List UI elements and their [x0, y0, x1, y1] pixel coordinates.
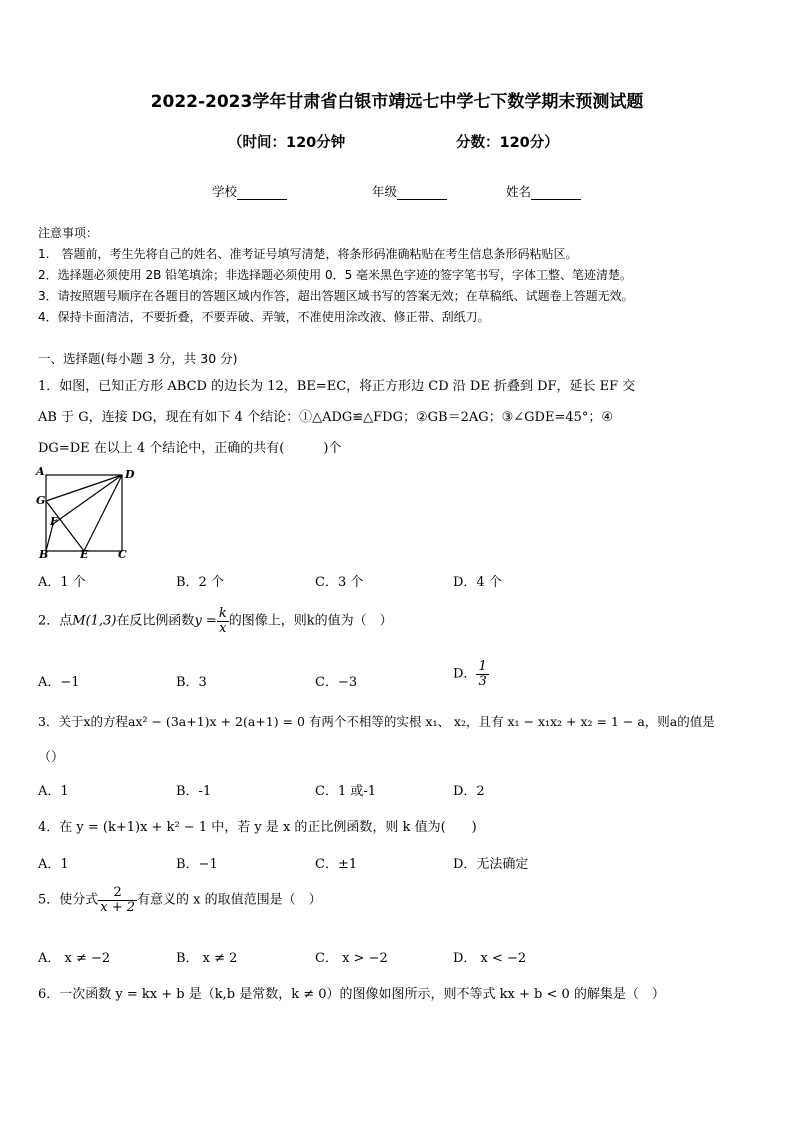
school-field: 学校: [212, 182, 287, 200]
fraction-2-over-x-plus-2: $\frac{2}{x + 2}$: [100, 885, 136, 915]
notice-item: 2．选择题必须使用 2B 铅笔填涂；非选择题必须使用 0．5 毫米黑色字迹的签字笔书写，字体工整、笔迹清楚。: [38, 268, 633, 282]
question-3-line: 3．关于x的方程ax² − (3a+1)x + 2(a+1) = 0 有两个不相等的实根 x₁、 x₂，且有 x₁ − x₁x₂ + x₂ = 1 − a，则a的值是: [38, 714, 715, 729]
exam-time: （时间：120分钟: [228, 135, 346, 151]
option-a[interactable]: A．1 个: [38, 575, 86, 590]
option-a[interactable]: A．1: [38, 784, 69, 799]
option-a[interactable]: A．−1: [38, 675, 80, 690]
name-field: 姓名: [506, 182, 581, 200]
question-1-line: 1．如图，已知正方形 ABCD 的边长为 12，BE=EC，将正方形边 CD 沿 DE 折叠到 DF，延长 EF 交: [38, 379, 636, 394]
option-d[interactable]: D． $\frac{1}{3}$: [453, 659, 487, 689]
question-6: 6．一次函数 y = kx + b 是（k,b 是常数，k ≠ 0）的图像如图所示，则不等式 kx + b < 0 的解集是（ ）: [38, 987, 665, 1002]
notice-item: 1. 答题前，考生先将自己的姓名、准考证号填写清楚，将条形码准确粘贴在考生信息条形码粘贴区。: [38, 247, 578, 261]
option-d[interactable]: D． x < −2: [453, 951, 527, 966]
option-a[interactable]: A．1: [38, 857, 69, 872]
option-c[interactable]: C．±1: [315, 857, 358, 872]
question-5: 5．使分式 $\frac{2}{x + 2}$ 有意义的 x 的取值范围是（ ）: [38, 885, 322, 915]
option-c[interactable]: C．3 个: [315, 575, 364, 590]
option-a[interactable]: A． x ≠ −2: [38, 951, 111, 966]
notice-item: 4．保持卡面清洁，不要折叠，不要弄破、弄皱，不准使用涂改液、修正带、刮纸刀。: [38, 310, 490, 324]
option-d[interactable]: D．4 个: [453, 575, 502, 590]
square-figure: [34, 464, 138, 560]
label-a: A: [36, 465, 45, 478]
option-c[interactable]: C．−3: [315, 675, 358, 690]
label-f: F: [50, 515, 58, 528]
label-b: B: [39, 548, 49, 560]
grade-field: 年级: [372, 182, 447, 200]
question-3-line: （）: [38, 750, 65, 765]
option-c[interactable]: C． x > −2: [315, 951, 388, 966]
notice-heading: 注意事项：: [38, 226, 99, 240]
question-1-line: AB 于 G，连接 DG，现在有如下 4 个结论：①△ADG≌△FDG；②GB＝2AG；③∠GDE=45°；④: [38, 410, 614, 425]
page-title: 2022-2023学年甘肃省白银市靖远七中学七下数学期末预测试题: [150, 92, 644, 112]
option-b[interactable]: B．2 个: [176, 575, 224, 590]
label-e: E: [80, 548, 89, 560]
notice-item: 3．请按照题号顺序在各题目的答题区域内作答，超出答题区域书写的答案无效；在草稿纸、试题卷上答题无效。: [38, 289, 634, 303]
question-4: 4．在 y = (k+1)x + k² − 1 中，若 y 是 x 的正比例函数，则 k 值为( ): [38, 820, 477, 835]
label-d: D: [125, 468, 135, 481]
option-d[interactable]: D．无法确定: [453, 857, 529, 872]
exam-score: 分数：120分）: [456, 135, 559, 151]
option-b[interactable]: B．3: [176, 675, 207, 690]
option-b[interactable]: B． x ≠ 2: [176, 951, 238, 966]
option-b[interactable]: B．-1: [176, 784, 212, 799]
option-c[interactable]: C．1 或-1: [315, 784, 377, 799]
fraction-k-over-x: $\frac{k}{x}$: [218, 606, 227, 636]
option-d[interactable]: D．2: [453, 784, 485, 799]
label-g: G: [36, 494, 46, 507]
label-c: C: [118, 548, 127, 560]
option-b[interactable]: B．−1: [176, 857, 218, 872]
section-heading: 一、选择题(每小题 3 分，共 30 分): [38, 351, 238, 366]
question-2: 2．点M(1,3)在反比例函数y = $\frac{k}{x}$ 的图像上，则k的值为（ ）: [38, 606, 393, 636]
question-1-line: DG=DE 在以上 4 个结论中，正确的共有( )个: [38, 441, 342, 456]
fraction-one-third: $\frac{1}{3}$: [478, 659, 487, 689]
